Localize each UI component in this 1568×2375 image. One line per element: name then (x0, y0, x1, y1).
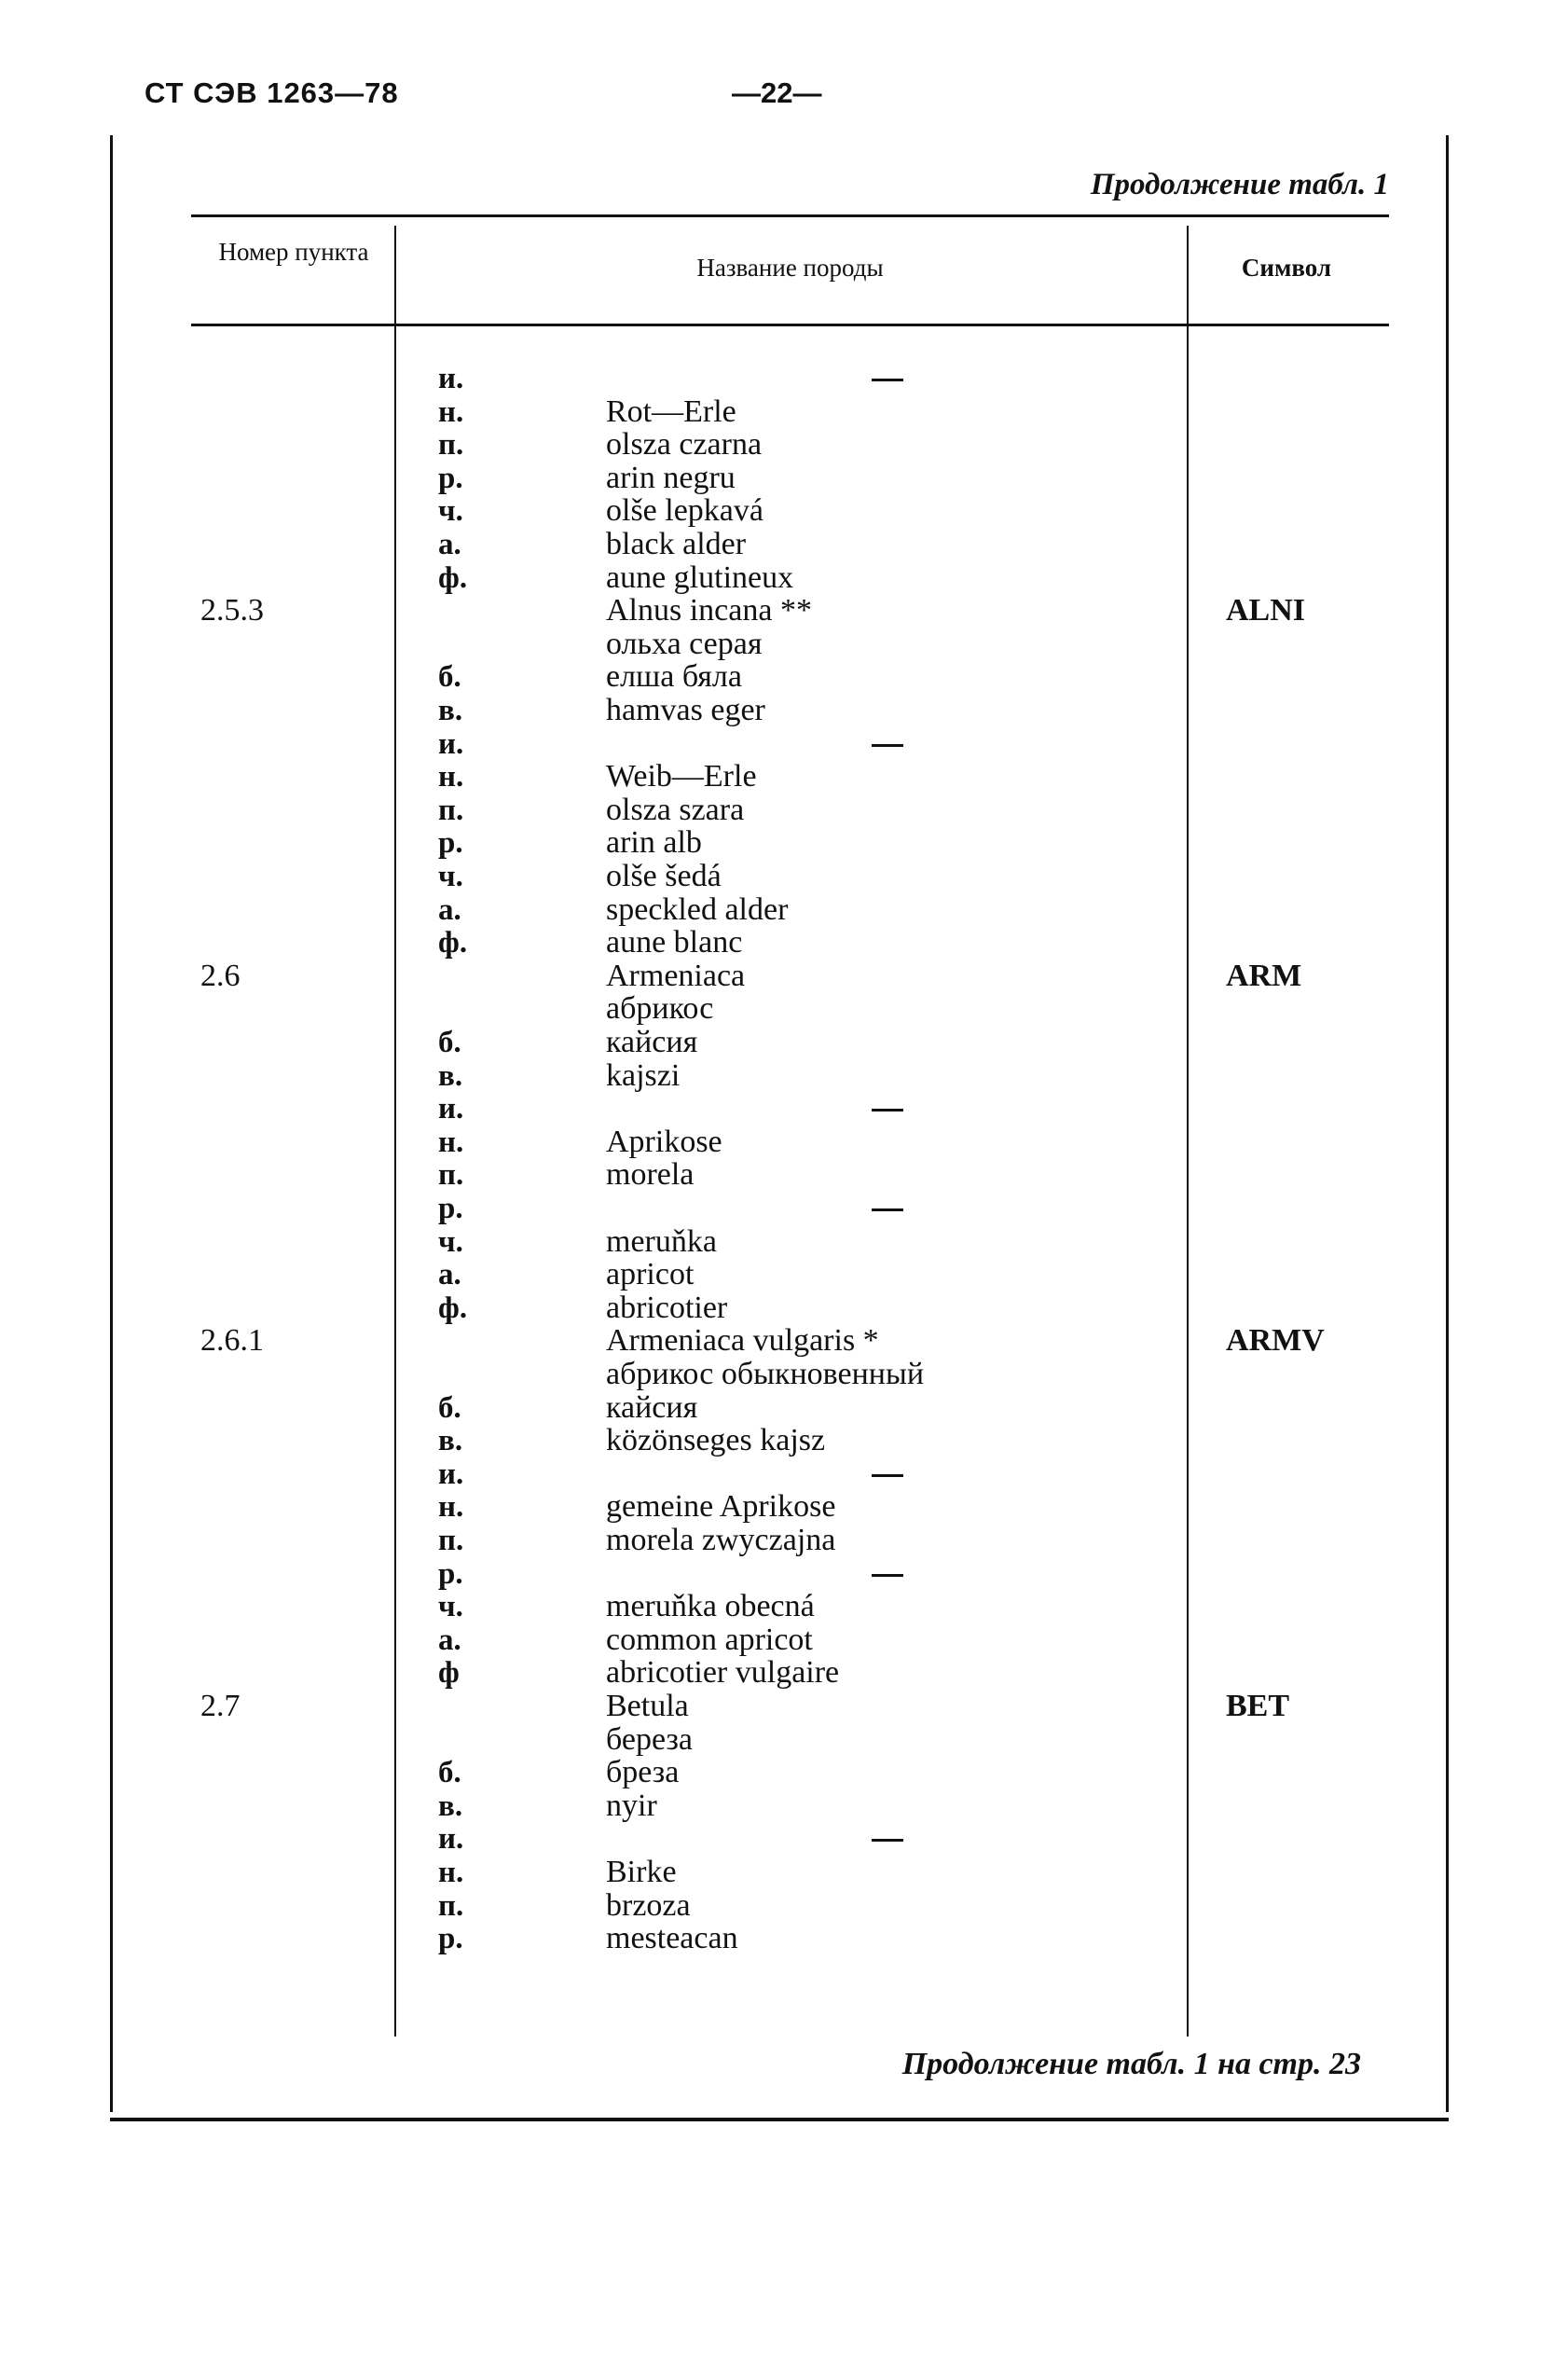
species-name: meruňka obecná (606, 1589, 815, 1623)
no-name-dash (872, 1839, 903, 1842)
species-name: morela zwyczajna (606, 1523, 836, 1557)
language-code: а. (438, 528, 461, 561)
species-name: abricotier (606, 1291, 728, 1325)
language-code: ч. (438, 494, 463, 528)
column-header-symbol: Символ (1241, 254, 1332, 282)
no-name-dash (872, 1208, 903, 1211)
species-name: brzoza (606, 1888, 691, 1923)
species-name: common apricot (606, 1622, 813, 1657)
species-name: olsza czarna (606, 427, 763, 462)
column-header-number: Номер пункта (218, 238, 369, 266)
species-name: arin alb (606, 825, 702, 860)
species-symbol: BET (1226, 1689, 1290, 1723)
language-code: п. (438, 794, 464, 827)
species-symbol: ALNI (1226, 593, 1306, 628)
species-name: Armeniaca (606, 959, 746, 993)
language-code: р. (438, 1557, 463, 1591)
species-name: кайсия (606, 1390, 698, 1425)
language-code: р. (438, 1922, 463, 1955)
language-code: и. (438, 1822, 464, 1856)
language-code: в. (438, 694, 463, 727)
species-name: абрикос (606, 991, 714, 1026)
language-code: н. (438, 395, 464, 429)
language-code: ч. (438, 1225, 463, 1259)
species-name: елша бяла (606, 659, 742, 694)
species-name: абрикос обыкновенный (606, 1357, 925, 1391)
species-name: olše šedá (606, 859, 722, 893)
species-name: abricotier vulgaire (606, 1655, 840, 1690)
item-number: 2.6.1 (200, 1323, 264, 1358)
item-number: 2.7 (200, 1689, 241, 1723)
language-code: п. (438, 1524, 464, 1557)
column-header-name: Название породы (696, 254, 884, 282)
language-code: ф. (438, 561, 468, 595)
no-name-dash (872, 1574, 903, 1577)
language-code: п. (438, 1158, 464, 1192)
language-code: в. (438, 1059, 463, 1093)
column-divider-number (394, 226, 396, 2037)
language-code: а. (438, 1258, 461, 1291)
species-name: береза (606, 1722, 693, 1757)
language-code: б. (438, 1391, 461, 1425)
header-top-rule (191, 214, 1389, 217)
column-divider-symbol (1187, 226, 1189, 2037)
language-code: р. (438, 462, 463, 495)
species-name: Weib—Erle (606, 759, 757, 794)
language-code: ч. (438, 1590, 463, 1623)
species-name: olsza szara (606, 793, 745, 827)
language-code: и. (438, 727, 464, 761)
language-code: и. (438, 362, 464, 395)
table-frame-bottom-rule (110, 2118, 1449, 2121)
species-name: Alnus incana ** (606, 593, 812, 628)
species-name: speckled alder (606, 892, 789, 927)
language-code: ф (438, 1656, 460, 1690)
item-number: 2.5.3 (200, 593, 264, 628)
language-code: в. (438, 1424, 463, 1457)
species-name: hamvas eger (606, 693, 765, 727)
species-name: Betula (606, 1689, 689, 1723)
language-code: в. (438, 1789, 463, 1823)
species-name: közönseges kajsz (606, 1423, 826, 1457)
species-name: apricot (606, 1257, 695, 1291)
page-header (144, 76, 1468, 123)
species-symbol: ARM (1226, 959, 1302, 993)
header-bottom-rule (191, 324, 1389, 326)
species-name: Birke (606, 1855, 677, 1889)
species-name: nyir (606, 1788, 657, 1823)
species-symbol: ARMV (1226, 1323, 1325, 1358)
language-code: п. (438, 428, 464, 462)
species-name: Rot—Erle (606, 394, 736, 429)
language-code: н. (438, 1490, 464, 1524)
language-code: а. (438, 1623, 461, 1657)
language-code: ф. (438, 1291, 468, 1325)
language-code: ч. (438, 860, 463, 893)
language-code: и. (438, 1092, 464, 1125)
language-code: б. (438, 1756, 461, 1789)
table-continuation-label: Продолжение табл. 1 (1090, 168, 1389, 201)
no-name-dash (872, 1474, 903, 1477)
language-code: п. (438, 1889, 464, 1923)
species-name: meruňka (606, 1224, 717, 1259)
no-name-dash (872, 744, 903, 747)
standard-id: СТ СЭВ 1263—78 (144, 76, 399, 109)
language-code: б. (438, 1026, 461, 1059)
species-name: kajszi (606, 1058, 681, 1093)
language-code: н. (438, 1125, 464, 1159)
continuation-footnote: Продолжение табл. 1 на стр. 23 (901, 2047, 1361, 2081)
species-name: mesteacan (606, 1921, 738, 1955)
language-code: р. (438, 826, 463, 860)
species-name: olše lepkavá (606, 493, 763, 528)
no-name-dash (872, 1109, 903, 1112)
item-number: 2.6 (200, 959, 241, 993)
language-code: б. (438, 660, 461, 694)
language-code: а. (438, 893, 461, 927)
page-number: —22— (732, 76, 822, 109)
species-name: ольха серая (606, 627, 763, 661)
language-code: р. (438, 1192, 463, 1225)
table-frame (110, 135, 1449, 2112)
species-name: black alder (606, 527, 747, 561)
species-name: Aprikose (606, 1125, 722, 1159)
species-name: arin negru (606, 461, 736, 495)
species-name: бреза (606, 1755, 680, 1789)
language-code: ф. (438, 926, 468, 960)
species-name: aune blanc (606, 925, 743, 960)
language-code: н. (438, 1856, 464, 1889)
no-name-dash (872, 379, 903, 381)
language-code: н. (438, 760, 464, 794)
species-name: gemeine Aprikose (606, 1489, 836, 1524)
language-code: и. (438, 1457, 464, 1491)
species-name: кайсия (606, 1025, 698, 1059)
species-name: morela (606, 1157, 695, 1192)
species-name: aune glutineux (606, 560, 794, 595)
species-name: Armeniaca vulgaris * (606, 1323, 879, 1358)
